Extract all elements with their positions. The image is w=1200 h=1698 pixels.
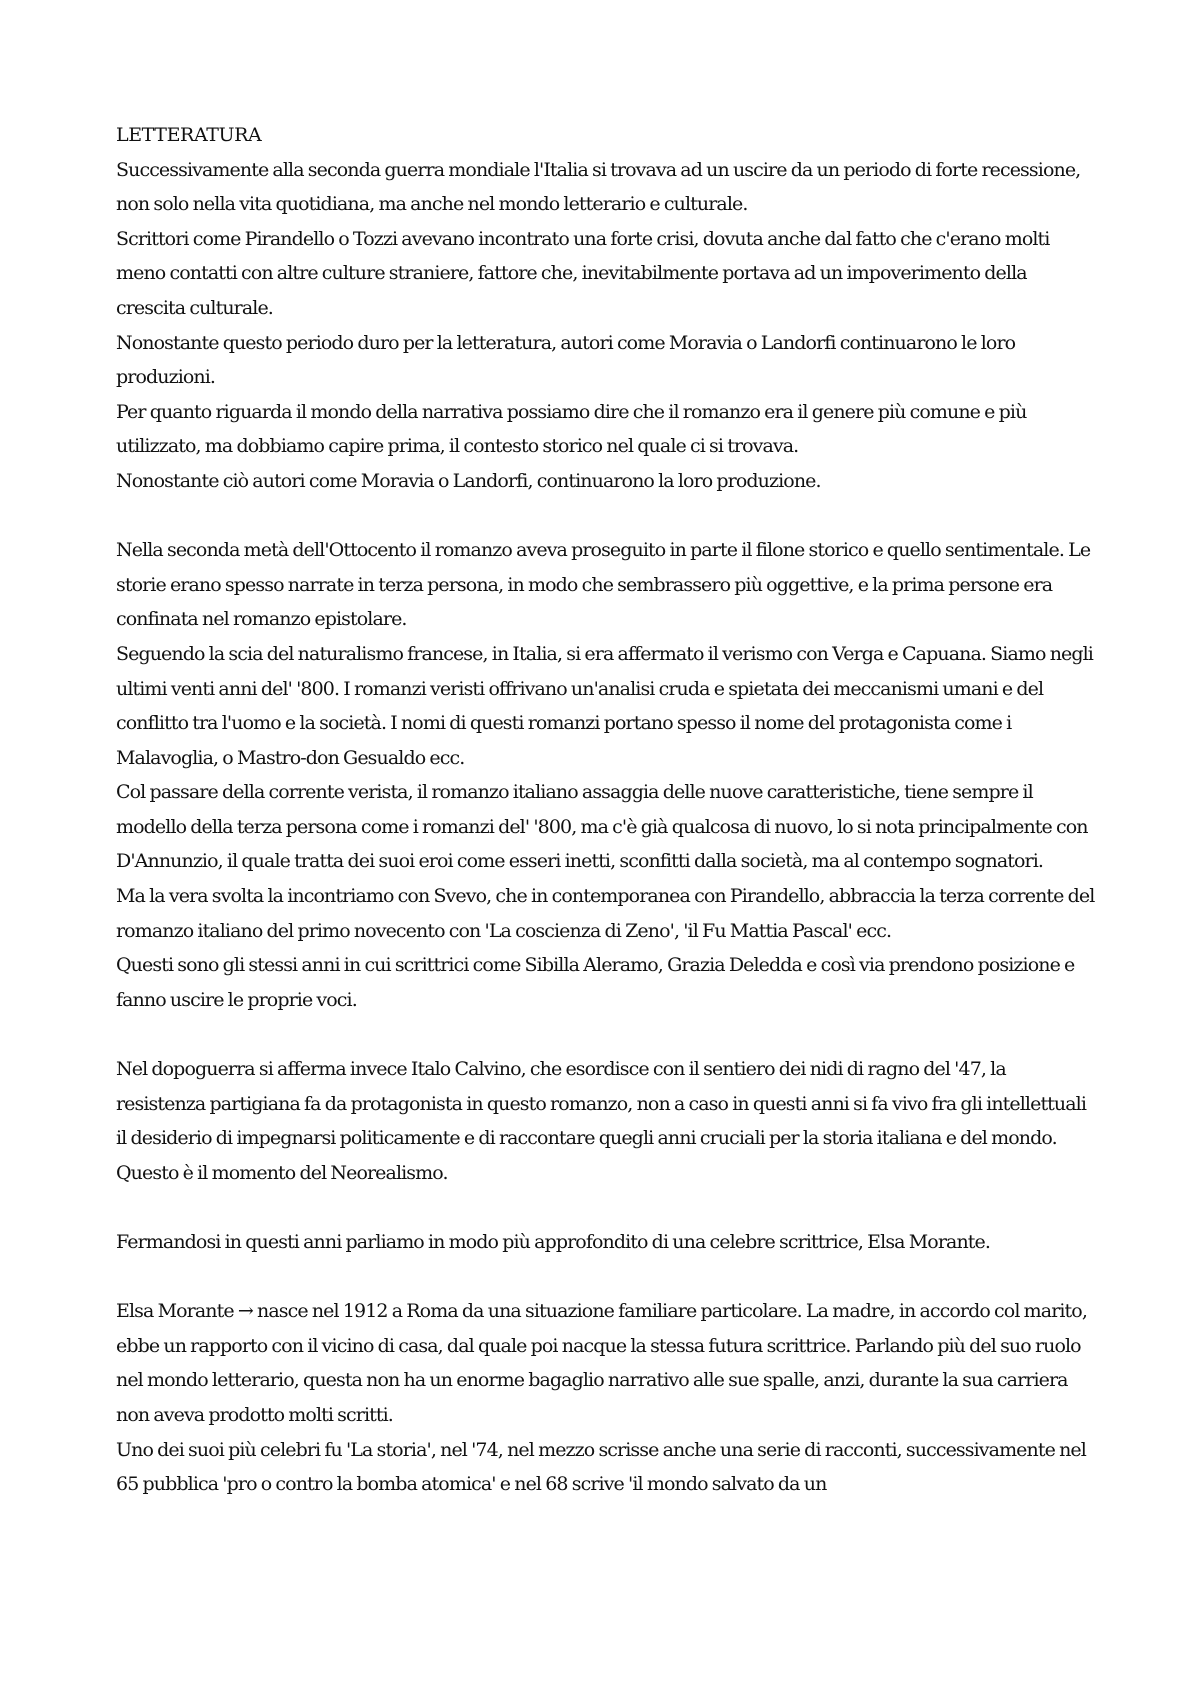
paragraph: Nonostante ciò autori come Moravia o Landorfi, continuarono la loro produzione. — [116, 469, 821, 492]
paragraph: Elsa Morante → nasce nel 1912 a Roma da una situazione familiare particolare. La madre, in accordo col marito, ebbe un rapporto con il vicino di casa, dal quale poi nacque la stessa futura scrittrice. Parlando più del suo ruolo nel mondo letterario, questa non ha un enorme bagaglio narrativo alle sue spalle, anzi, durante la sua carriera non aveva prodotto molti scritti. — [116, 1300, 1087, 1426]
paragraph: Ma la vera svolta la incontriamo con Svevo, che in contemporanea con Pirandello, abbraccia la terza corrente del romanzo italiano del primo novecento con 'La coscienza di Zeno', 'il Fu Mattia Pascal' ecc. — [116, 885, 1095, 942]
paragraph: Successivamente alla seconda guerra mondiale l'Italia si trovava ad un uscire da un periodo di forte recessione, non solo nella vita quotidiana, ma anche nel mondo letterario e culturale. — [116, 158, 1081, 216]
paragraph: Per quanto riguarda il mondo della narrativa possiamo dire che il romanzo era il genere più comune e più utilizzato, ma dobbiamo capire prima, il contesto storico nel quale ci si trovava. — [116, 400, 1027, 458]
paragraph-spacer — [116, 1017, 1096, 1052]
document-page — [116, 118, 1096, 1502]
paragraph: Nella seconda metà dell'Ottocento il romanzo aveva proseguito in parte il filone storico e quello sentimentale. Le storie erano spesso narrate in terza persona, in modo che sembrassero più oggettive, e la prima persone era confinata nel romanzo epistolare. — [116, 539, 1091, 631]
paragraph-spacer — [116, 1260, 1096, 1295]
paragraph: Col passare della corrente verista, il romanzo italiano assaggia delle nuove caratteristiche, tiene sempre il modello della terza persona come i romanzi del' '800, ma c'è già qualcosa di nuovo, lo si nota principalmente con D'Annunzio, il quale tratta dei suoi eroi come esseri inetti, sconfitti dalla società, ma al contempo sognatori. — [116, 781, 1088, 873]
paragraph: Seguendo la scia del naturalismo francese, in Italia, si era affermato il verismo con Verga e Capuana. Siamo negli ultimi venti anni del' '800. I romanzi veristi offrivano un'analisi cruda e spietata dei meccanismi umani e del conflitto tra l'uomo e la società. I nomi di questi romanzi portano spesso il nome del protagonista come i Malavoglia, o Mastro-don Gesualdo ecc. — [116, 642, 1093, 769]
paragraph: Fermandosi in questi anni parliamo in modo più approfondito di una celebre scrittrice, Elsa Morante. — [116, 1231, 991, 1253]
paragraph: Questi sono gli stessi anni in cui scrittrici come Sibilla Aleramo, Grazia Deledda e così via prendono posizione e fanno uscire le proprie voci. — [116, 954, 1075, 1011]
paragraph-spacer — [116, 499, 1096, 534]
paragraph: Nonostante questo periodo duro per la letteratura, autori come Moravia o Landorfi continuarono le loro produzioni. — [116, 331, 1016, 389]
paragraph: Scrittori come Pirandello o Tozzi avevano incontrato una forte crisi, dovuta anche dal fatto che c'erano molti meno contatti con altre culture straniere, fattore che, inevitabilmente portava ad un impoverimento della crescita culturale. — [116, 227, 1050, 319]
paragraph: Nel dopoguerra si afferma invece Italo Calvino, che esordisce con il sentiero dei nidi di ragno del '47, la resistenza partigiana fa da protagonista in questo romanzo, non a caso in questi anni si fa vivo fra gli intellettuali il desiderio di impegnarsi politicamente e di raccontare quegli anni cruciali per la storia italiana e del mondo. Questo è il momento del Neorealismo. — [116, 1058, 1087, 1184]
document-title: LETTERATURA — [116, 124, 262, 146]
paragraph: Uno dei suoi più celebri fu 'La storia', nel '74, nel mezzo scrisse anche una serie di racconti, successivamente nel 65 pubblica 'pro o contro la bomba atomica' e nel 68 scrive 'il mondo salvato da un — [116, 1438, 1086, 1496]
paragraph-spacer — [116, 1190, 1096, 1225]
